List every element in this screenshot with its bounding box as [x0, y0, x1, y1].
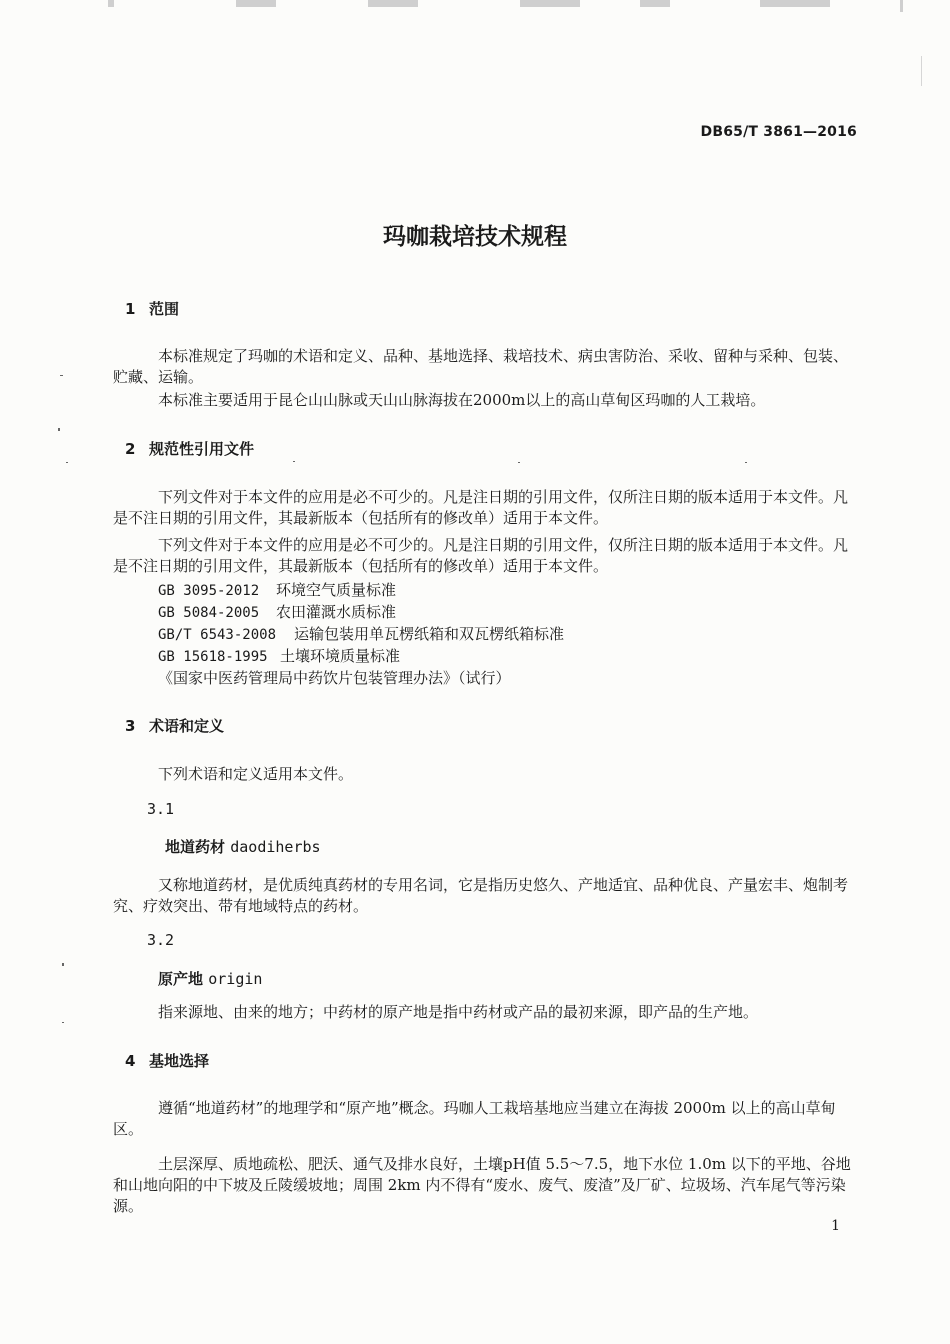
section-title: 规范性引用文件 [149, 440, 255, 458]
term-english: daodiherbs [230, 838, 321, 856]
term-3-2-definition: 指来源地、由来的地方；中药材的原产地是指中药材或产品的最初来源，即产品的生产地。 [158, 1003, 759, 1021]
reference-name: 环境空气质量标准 [276, 581, 397, 599]
section-1-heading [125, 298, 179, 319]
section-2-heading [125, 438, 254, 459]
section-title: 术语和定义 [149, 717, 225, 735]
reference-item: 《国家中医药管理局中药饮片包装管理办法》（试行） [158, 669, 511, 687]
page-number: 1 [831, 1218, 840, 1234]
section-title: 基地选择 [149, 1052, 210, 1070]
reference-item [158, 601, 396, 622]
clause-number-3-1: 3.1 [147, 800, 175, 818]
standard-code: DB65/T 3861—2016 [700, 124, 857, 140]
scan-speck [58, 428, 60, 431]
reference-code: GB 3095-2012 [158, 583, 260, 599]
reference-name: 运输包装用单瓦楞纸箱和双瓦楞纸箱标准 [294, 625, 565, 643]
section-number: 1 [125, 300, 136, 318]
reference-code: GB 15618-1995 [158, 649, 268, 665]
term-name: 原产地 [158, 970, 204, 988]
document-title: 玛咖栽培技术规程 [383, 224, 567, 250]
term-english: origin [208, 970, 263, 988]
scan-speck [62, 1022, 64, 1023]
reference-code: GB/T 6543-2008 [158, 627, 277, 643]
reference-item [158, 579, 396, 600]
scan-edge-marks [0, 0, 950, 8]
scan-speck [66, 462, 68, 463]
section-3-heading [125, 715, 224, 736]
section-4-paragraph-2: 土层深厚、质地疏松、肥沃、通气及排水良好，土壤pH值 5.5～7.5，地下水位 1.0m 以下的平地、谷地和山地向阳的中下坡及丘陵缓坡地；周围 2km 内不得有“废水、废气、废渣”及厂矿、垃圾场、汽车尾气等污染源。 [113, 1155, 851, 1215]
section-2-paragraph-2: 下列文件对于本文件的应用是必不可少的。凡是注日期的引用文件，仅所注日期的版本适用于本文件。凡是不注日期的引用文件，其最新版本（包括所有的修改单）适用于本文件。 [113, 536, 849, 575]
scan-speck [921, 56, 922, 86]
reference-item [158, 645, 400, 666]
scan-speck [293, 461, 295, 462]
scan-speck [62, 963, 64, 966]
section-1-paragraph-1: 本标准规定了玛咖的术语和定义、品种、基地选择、栽培技术、病虫害防治、采收、留种与采种、包装、贮藏、运输。 [113, 347, 849, 386]
reference-name: 农田灌溉水质标准 [276, 603, 397, 621]
scan-speck [745, 462, 747, 463]
section-title: 范围 [149, 300, 180, 318]
term-3-1-definition: 又称地道药材，是优质纯真药材的专用名词，它是指历史悠久、产地适宜、品种优良、产量宏丰、炮制考究、疗效突出、带有地域特点的药材。 [113, 876, 849, 915]
term-name: 地道药材 [165, 838, 226, 856]
section-4-heading [125, 1050, 209, 1071]
section-number: 4 [125, 1052, 136, 1070]
section-number: 3 [125, 717, 136, 735]
section-2-paragraph-1: 下列文件对于本文件的应用是必不可少的。凡是注日期的引用文件，仅所注日期的版本适用于本文件。凡是不注日期的引用文件，其最新版本（包括所有的修改单）适用于本文件。 [113, 488, 849, 527]
section-1-paragraph-2: 本标准主要适用于昆仑山山脉或天山山脉海拔在2000m以上的高山草甸区玛咖的人工栽培。 [158, 391, 766, 409]
clause-number-3-2: 3.2 [147, 931, 175, 949]
reference-code: GB 5084-2005 [158, 605, 260, 621]
term-3-2 [158, 968, 262, 989]
reference-item [158, 623, 564, 644]
section-4-paragraph-1: 遵循“地道药材”的地理学和“原产地”概念。玛咖人工栽培基地应当建立在海拔 2000m 以上的高山草甸区。 [113, 1099, 836, 1138]
term-3-1 [165, 836, 321, 857]
section-number: 2 [125, 440, 136, 458]
scan-speck [60, 375, 63, 376]
scan-speck [518, 462, 520, 463]
section-3-paragraph-1: 下列术语和定义适用本文件。 [158, 765, 354, 783]
reference-name: 土壤环境质量标准 [280, 647, 401, 665]
